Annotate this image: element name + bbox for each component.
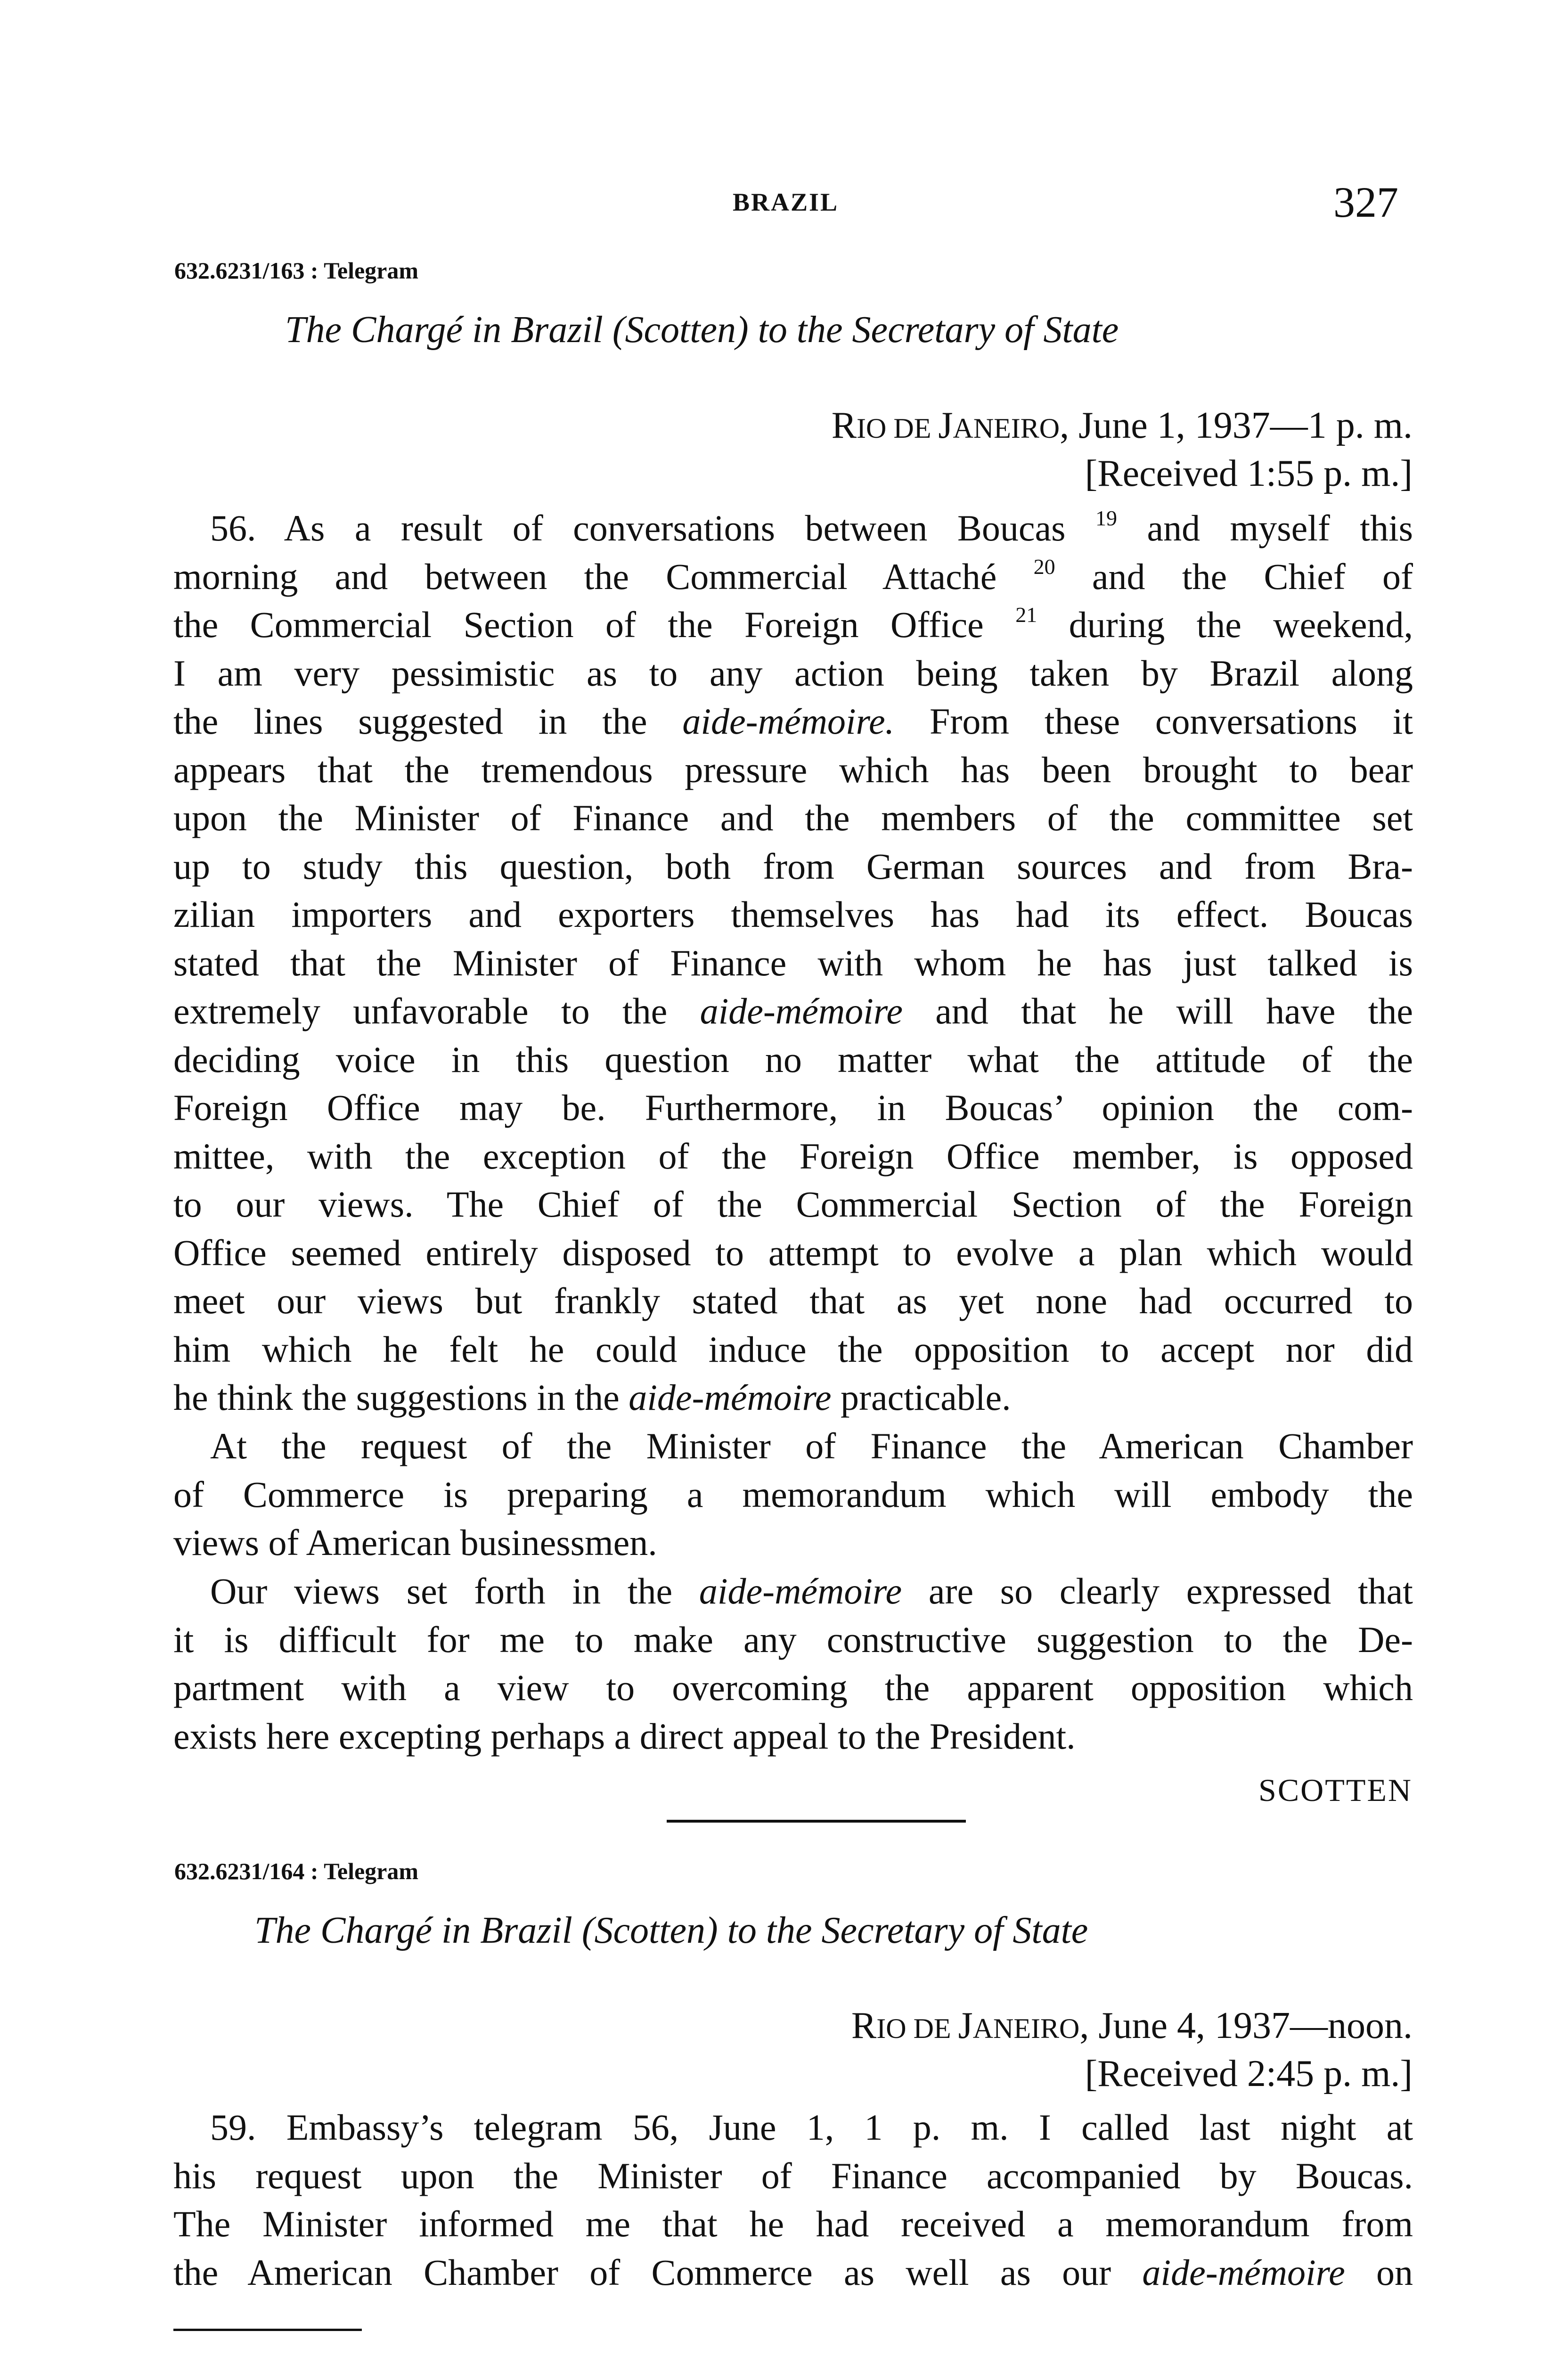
paragraph-4: 59. Embassy’s telegram 56, June 1, 1 p. m. I called last night at his request upon the Minister of Finance accompanied by Boucas. The Minister informed me that he had received a memorandum from the American Chamber of Commerce as well as our aide-mémoire on bbox=[173, 2107, 1413, 2293]
dateline-2: RIO DE JANEIRO, June 4, 1937—noon. bbox=[851, 2005, 1413, 2046]
footnote-rule bbox=[173, 2329, 362, 2331]
file-reference-2: 632.6231/164 : Telegram bbox=[174, 1858, 419, 1884]
signature: SCOTTEN bbox=[1258, 1772, 1413, 1808]
document-title-2: The Chargé in Brazil (Scotten) to the Secretary of State bbox=[254, 1910, 1088, 1951]
running-title: BRAZIL bbox=[733, 188, 839, 216]
dateline: RIO DE JANEIRO, June 1, 1937—1 p. m. bbox=[831, 405, 1413, 446]
received-line: [Received 1:55 p. m.] bbox=[1085, 453, 1413, 494]
received-line-2: [Received 2:45 p. m.] bbox=[1085, 2053, 1413, 2094]
section-divider bbox=[667, 1820, 966, 1823]
file-reference: 632.6231/163 : Telegram bbox=[174, 257, 419, 284]
paragraph-3: Our views set forth in the aide-mémoire are so clearly expressed that it is difficult for me to make any constructive suggestion to the De- partment with a view to overcoming the apparent opposition which exists here excepting perhaps a direct appeal to the President. bbox=[173, 1571, 1413, 1757]
paragraph-2: At the request of the Minister of Finance the American Chamber of Commerce is preparing a memorandum which will embody the views of American businessmen. bbox=[173, 1425, 1413, 1563]
page-number: 327 bbox=[1333, 178, 1398, 226]
paragraph-1: 56. As a result of conversations between Boucas $^{19}$ and myself this morning and between the Commercial Attaché $^{20}$ and the Chief of the Commercial Section of the Foreign Office $^{21}$ during the weekend, I am very pessimistic as to any action being taken by Brazil along the lines suggested in the aide-mémoire. From these conversations it appears that the tremendous pressure which has been brought to bear upon the Minister of Finance and the members of the committee set up to study this question, both from German sources and from Bra- zilian importers and exporters themselves has had its effect. Boucas stated that the Minister of Finance with whom he has just talked is extremely unfavorable to the aide-mémoire and that he will have the deciding voice in this question no matter what the attitude of the Foreign Office may be. Furthermore, in Boucas’ opinion the com- mittee, with the exception of the Foreign Office member, is opposed to our views. The Chief of the Commercial Section of the Foreign Office seemed entirely disposed to attempt to evolve a plan which would meet our views but frankly stated that as yet none had occurred to him which he felt he could induce the opposition to accept nor did he think the suggestions in the aide-mémoire practicable. bbox=[173, 506, 1413, 1418]
document-title: The Chargé in Brazil (Scotten) to the Secretary of State bbox=[285, 309, 1119, 351]
